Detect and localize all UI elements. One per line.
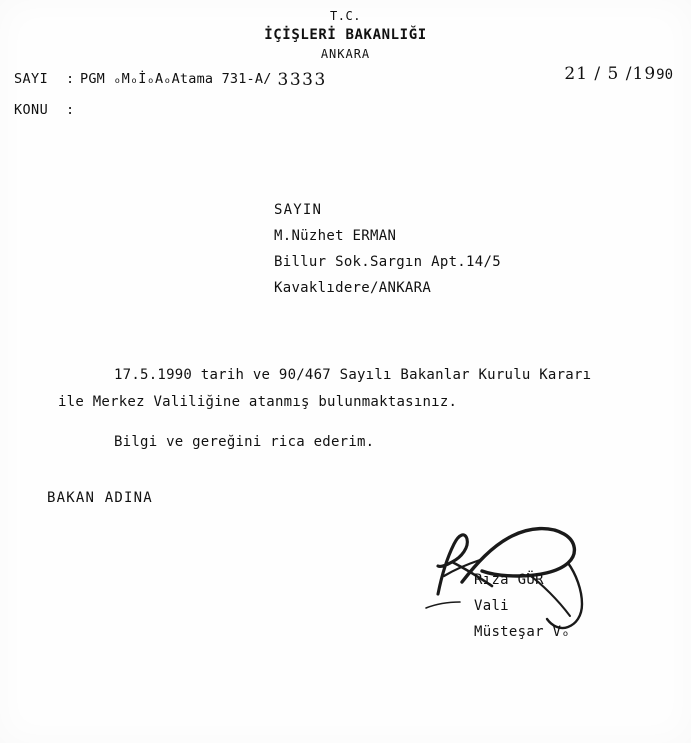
document-header: [0, 8, 691, 63]
addressee-block: [274, 198, 501, 302]
addressee-address-line-2: Kavaklıdere/ANKARA: [274, 279, 432, 296]
header-city: ANKARA: [320, 46, 371, 61]
addressee-title: SAYIN: [274, 202, 323, 218]
body-p2-text: Bilgi ve gereğini rica ederim.: [114, 433, 375, 450]
sayi-label: SAYI: [14, 71, 49, 87]
reference-konu-row: [14, 102, 80, 118]
addressee-name: M.Nüzhet ERMAN: [274, 227, 397, 244]
body-paragraph-1-line-2: ile Merkez Valiliğine atanmış bulunmaktasınız.: [58, 394, 458, 411]
sayi-handwritten-number: 3333: [277, 70, 327, 90]
header-tc: T.C.: [330, 9, 361, 23]
konu-colon: :: [66, 102, 75, 118]
signatory-title-2: Müsteşar Vₒ: [474, 623, 571, 640]
document-body: [58, 362, 658, 456]
body-paragraph-1-line-1: [58, 362, 658, 389]
header-ministry: İÇİŞLERİ BAKANLIĞI: [264, 27, 427, 44]
document-date: [564, 64, 673, 84]
signature-block: [474, 568, 570, 646]
date-stamped-year: 90: [656, 67, 673, 83]
signatory-title-1: Vali: [474, 597, 509, 614]
sayi-value: PGM ₒMₒİₒAₒAtama 731-A/: [80, 71, 272, 87]
sayi-colon: :: [66, 71, 75, 87]
body-paragraph-2: [58, 429, 658, 456]
body-p1-l1-text: 17.5.1990 tarih ve 90/467 Sayılı Bakanlar Kurulu Kararı: [114, 367, 592, 383]
konu-label: KONU: [14, 102, 49, 118]
paragraph-spacer: [58, 417, 658, 429]
addressee-address-line-1: Billur Sok.Sargın Apt.14/5: [274, 253, 501, 270]
on-behalf-of-minister: BAKAN ADINA: [47, 490, 153, 506]
signatory-name: Rıza GÜR: [474, 572, 544, 588]
date-handwritten: 21 / 5 /19: [564, 64, 657, 84]
reference-sayi-row: [14, 68, 327, 88]
